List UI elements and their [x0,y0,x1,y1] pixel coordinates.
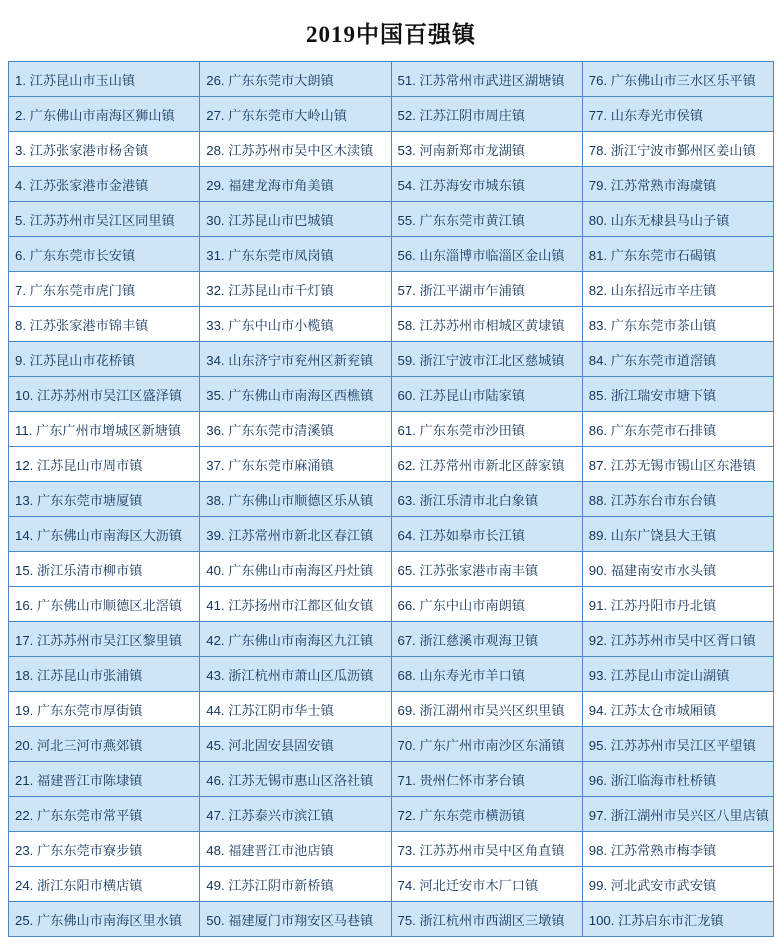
list-item: 25. 广东佛山市南海区里水镇 [9,902,200,937]
list-item: 45. 河北固安县固安镇 [200,727,391,762]
list-item: 86. 广东东莞市石排镇 [582,412,773,447]
list-item: 27. 广东东莞市大岭山镇 [200,97,391,132]
list-item: 63. 浙江乐清市北白象镇 [391,482,582,517]
list-item: 21. 福建晋江市陈埭镇 [9,762,200,797]
table-row [9,867,774,902]
list-item: 20. 河北三河市燕郊镇 [9,727,200,762]
list-item: 78. 浙江宁波市鄞州区姜山镇 [582,132,773,167]
list-item: 17. 江苏苏州市吴江区黎里镇 [9,622,200,657]
table-row [9,797,774,832]
table-row [9,272,774,307]
rankings-table-body [9,62,774,937]
list-item: 47. 江苏泰兴市滨江镇 [200,797,391,832]
list-item: 77. 山东寿光市侯镇 [582,97,773,132]
list-item: 74. 河北迁安市木厂口镇 [391,867,582,902]
list-item: 85. 浙江瑞安市塘下镇 [582,377,773,412]
list-item: 2. 广东佛山市南海区狮山镇 [9,97,200,132]
list-item: 79. 江苏常熟市海虞镇 [582,167,773,202]
list-item: 60. 江苏昆山市陆家镇 [391,377,582,412]
table-row [9,762,774,797]
list-item: 40. 广东佛山市南海区丹灶镇 [200,552,391,587]
list-item: 51. 江苏常州市武进区湖塘镇 [391,62,582,97]
list-item: 11. 广东广州市增城区新塘镇 [9,412,200,447]
list-item: 87. 江苏无锡市锡山区东港镇 [582,447,773,482]
list-item: 12. 江苏昆山市周市镇 [9,447,200,482]
list-item: 65. 江苏张家港市南丰镇 [391,552,582,587]
list-item: 38. 广东佛山市顺德区乐从镇 [200,482,391,517]
table-row [9,657,774,692]
list-item: 16. 广东佛山市顺德区北滘镇 [9,587,200,622]
list-item: 100. 江苏启东市汇龙镇 [582,902,773,937]
list-item: 39. 江苏常州市新北区春江镇 [200,517,391,552]
table-row [9,552,774,587]
list-item: 22. 广东东莞市常平镇 [9,797,200,832]
list-item: 18. 江苏昆山市张浦镇 [9,657,200,692]
list-item: 44. 江苏江阴市华士镇 [200,692,391,727]
list-item: 56. 山东淄博市临淄区金山镇 [391,237,582,272]
list-item: 67. 浙江慈溪市观海卫镇 [391,622,582,657]
list-item: 37. 广东东莞市麻涌镇 [200,447,391,482]
list-item: 1. 江苏昆山市玉山镇 [9,62,200,97]
list-item: 89. 山东广饶县大王镇 [582,517,773,552]
list-item: 10. 江苏苏州市吴江区盛泽镇 [9,377,200,412]
list-item: 80. 山东无棣县马山子镇 [582,202,773,237]
list-item: 29. 福建龙海市角美镇 [200,167,391,202]
table-row [9,342,774,377]
list-item: 6. 广东东莞市长安镇 [9,237,200,272]
list-item: 88. 江苏东台市东台镇 [582,482,773,517]
list-item: 24. 浙江东阳市横店镇 [9,867,200,902]
list-item: 66. 广东中山市南朗镇 [391,587,582,622]
table-row [9,587,774,622]
list-item: 93. 江苏昆山市淀山湖镇 [582,657,773,692]
list-item: 54. 江苏海安市城东镇 [391,167,582,202]
table-row [9,447,774,482]
table-row [9,62,774,97]
list-item: 94. 江苏太仓市城厢镇 [582,692,773,727]
list-item: 19. 广东东莞市厚街镇 [9,692,200,727]
list-item: 28. 江苏苏州市吴中区木渎镇 [200,132,391,167]
list-item: 90. 福建南安市水头镇 [582,552,773,587]
table-row [9,167,774,202]
list-item: 5. 江苏苏州市吴江区同里镇 [9,202,200,237]
table-row [9,727,774,762]
table-row [9,237,774,272]
list-item: 82. 山东招远市辛庄镇 [582,272,773,307]
page-title: 2019中国百强镇 [306,22,476,47]
list-item: 70. 广东广州市南沙区东涌镇 [391,727,582,762]
list-item: 62. 江苏常州市新北区薛家镇 [391,447,582,482]
list-item: 64. 江苏如皋市长江镇 [391,517,582,552]
list-item: 72. 广东东莞市横沥镇 [391,797,582,832]
list-item: 91. 江苏丹阳市丹北镇 [582,587,773,622]
table-row [9,832,774,867]
list-item: 9. 江苏昆山市花桥镇 [9,342,200,377]
list-item: 68. 山东寿光市羊口镇 [391,657,582,692]
table-row [9,307,774,342]
table-row [9,482,774,517]
table-row [9,97,774,132]
list-item: 8. 江苏张家港市锦丰镇 [9,307,200,342]
list-item: 41. 江苏扬州市江都区仙女镇 [200,587,391,622]
list-item: 35. 广东佛山市南海区西樵镇 [200,377,391,412]
table-row [9,132,774,167]
list-item: 15. 浙江乐清市柳市镇 [9,552,200,587]
list-item: 7. 广东东莞市虎门镇 [9,272,200,307]
list-item: 71. 贵州仁怀市茅台镇 [391,762,582,797]
table-row [9,692,774,727]
list-item: 23. 广东东莞市寮步镇 [9,832,200,867]
list-item: 48. 福建晋江市池店镇 [200,832,391,867]
list-item: 49. 江苏江阴市新桥镇 [200,867,391,902]
list-item: 26. 广东东莞市大朗镇 [200,62,391,97]
list-item: 98. 江苏常熟市梅李镇 [582,832,773,867]
list-item: 76. 广东佛山市三水区乐平镇 [582,62,773,97]
table-row [9,622,774,657]
list-item: 97. 浙江湖州市吴兴区八里店镇 [582,797,773,832]
list-item: 31. 广东东莞市凤岗镇 [200,237,391,272]
list-item: 34. 山东济宁市兖州区新兖镇 [200,342,391,377]
list-item: 61. 广东东莞市沙田镇 [391,412,582,447]
list-item: 75. 浙江杭州市西湖区三墩镇 [391,902,582,937]
list-item: 69. 浙江湖州市吴兴区织里镇 [391,692,582,727]
list-item: 42. 广东佛山市南海区九江镇 [200,622,391,657]
list-item: 95. 江苏苏州市吴江区平望镇 [582,727,773,762]
table-row [9,902,774,937]
list-item: 99. 河北武安市武安镇 [582,867,773,902]
table-row [9,377,774,412]
list-item: 33. 广东中山市小榄镇 [200,307,391,342]
list-item: 43. 浙江杭州市萧山区瓜沥镇 [200,657,391,692]
list-item: 73. 江苏苏州市吴中区角直镇 [391,832,582,867]
list-item: 55. 广东东莞市黄江镇 [391,202,582,237]
rankings-table [8,61,774,937]
list-item: 52. 江苏江阴市周庄镇 [391,97,582,132]
list-item: 59. 浙江宁波市江北区慈城镇 [391,342,582,377]
list-item: 84. 广东东莞市道滘镇 [582,342,773,377]
list-item: 58. 江苏苏州市相城区黄埭镇 [391,307,582,342]
list-item: 83. 广东东莞市茶山镇 [582,307,773,342]
list-item: 30. 江苏昆山市巴城镇 [200,202,391,237]
list-item: 46. 江苏无锡市惠山区洛社镇 [200,762,391,797]
list-item: 32. 江苏昆山市千灯镇 [200,272,391,307]
table-row [9,202,774,237]
list-item: 92. 江苏苏州市吴中区胥口镇 [582,622,773,657]
list-item: 96. 浙江临海市杜桥镇 [582,762,773,797]
table-row [9,412,774,447]
list-item: 57. 浙江平湖市乍浦镇 [391,272,582,307]
list-item: 13. 广东东莞市塘厦镇 [9,482,200,517]
list-item: 53. 河南新郑市龙湖镇 [391,132,582,167]
list-item: 36. 广东东莞市清溪镇 [200,412,391,447]
table-row [9,517,774,552]
list-item: 81. 广东东莞市石碣镇 [582,237,773,272]
list-item: 50. 福建厦门市翔安区马巷镇 [200,902,391,937]
list-item: 4. 江苏张家港市金港镇 [9,167,200,202]
list-item: 14. 广东佛山市南海区大沥镇 [9,517,200,552]
list-item: 3. 江苏张家港市杨舍镇 [9,132,200,167]
